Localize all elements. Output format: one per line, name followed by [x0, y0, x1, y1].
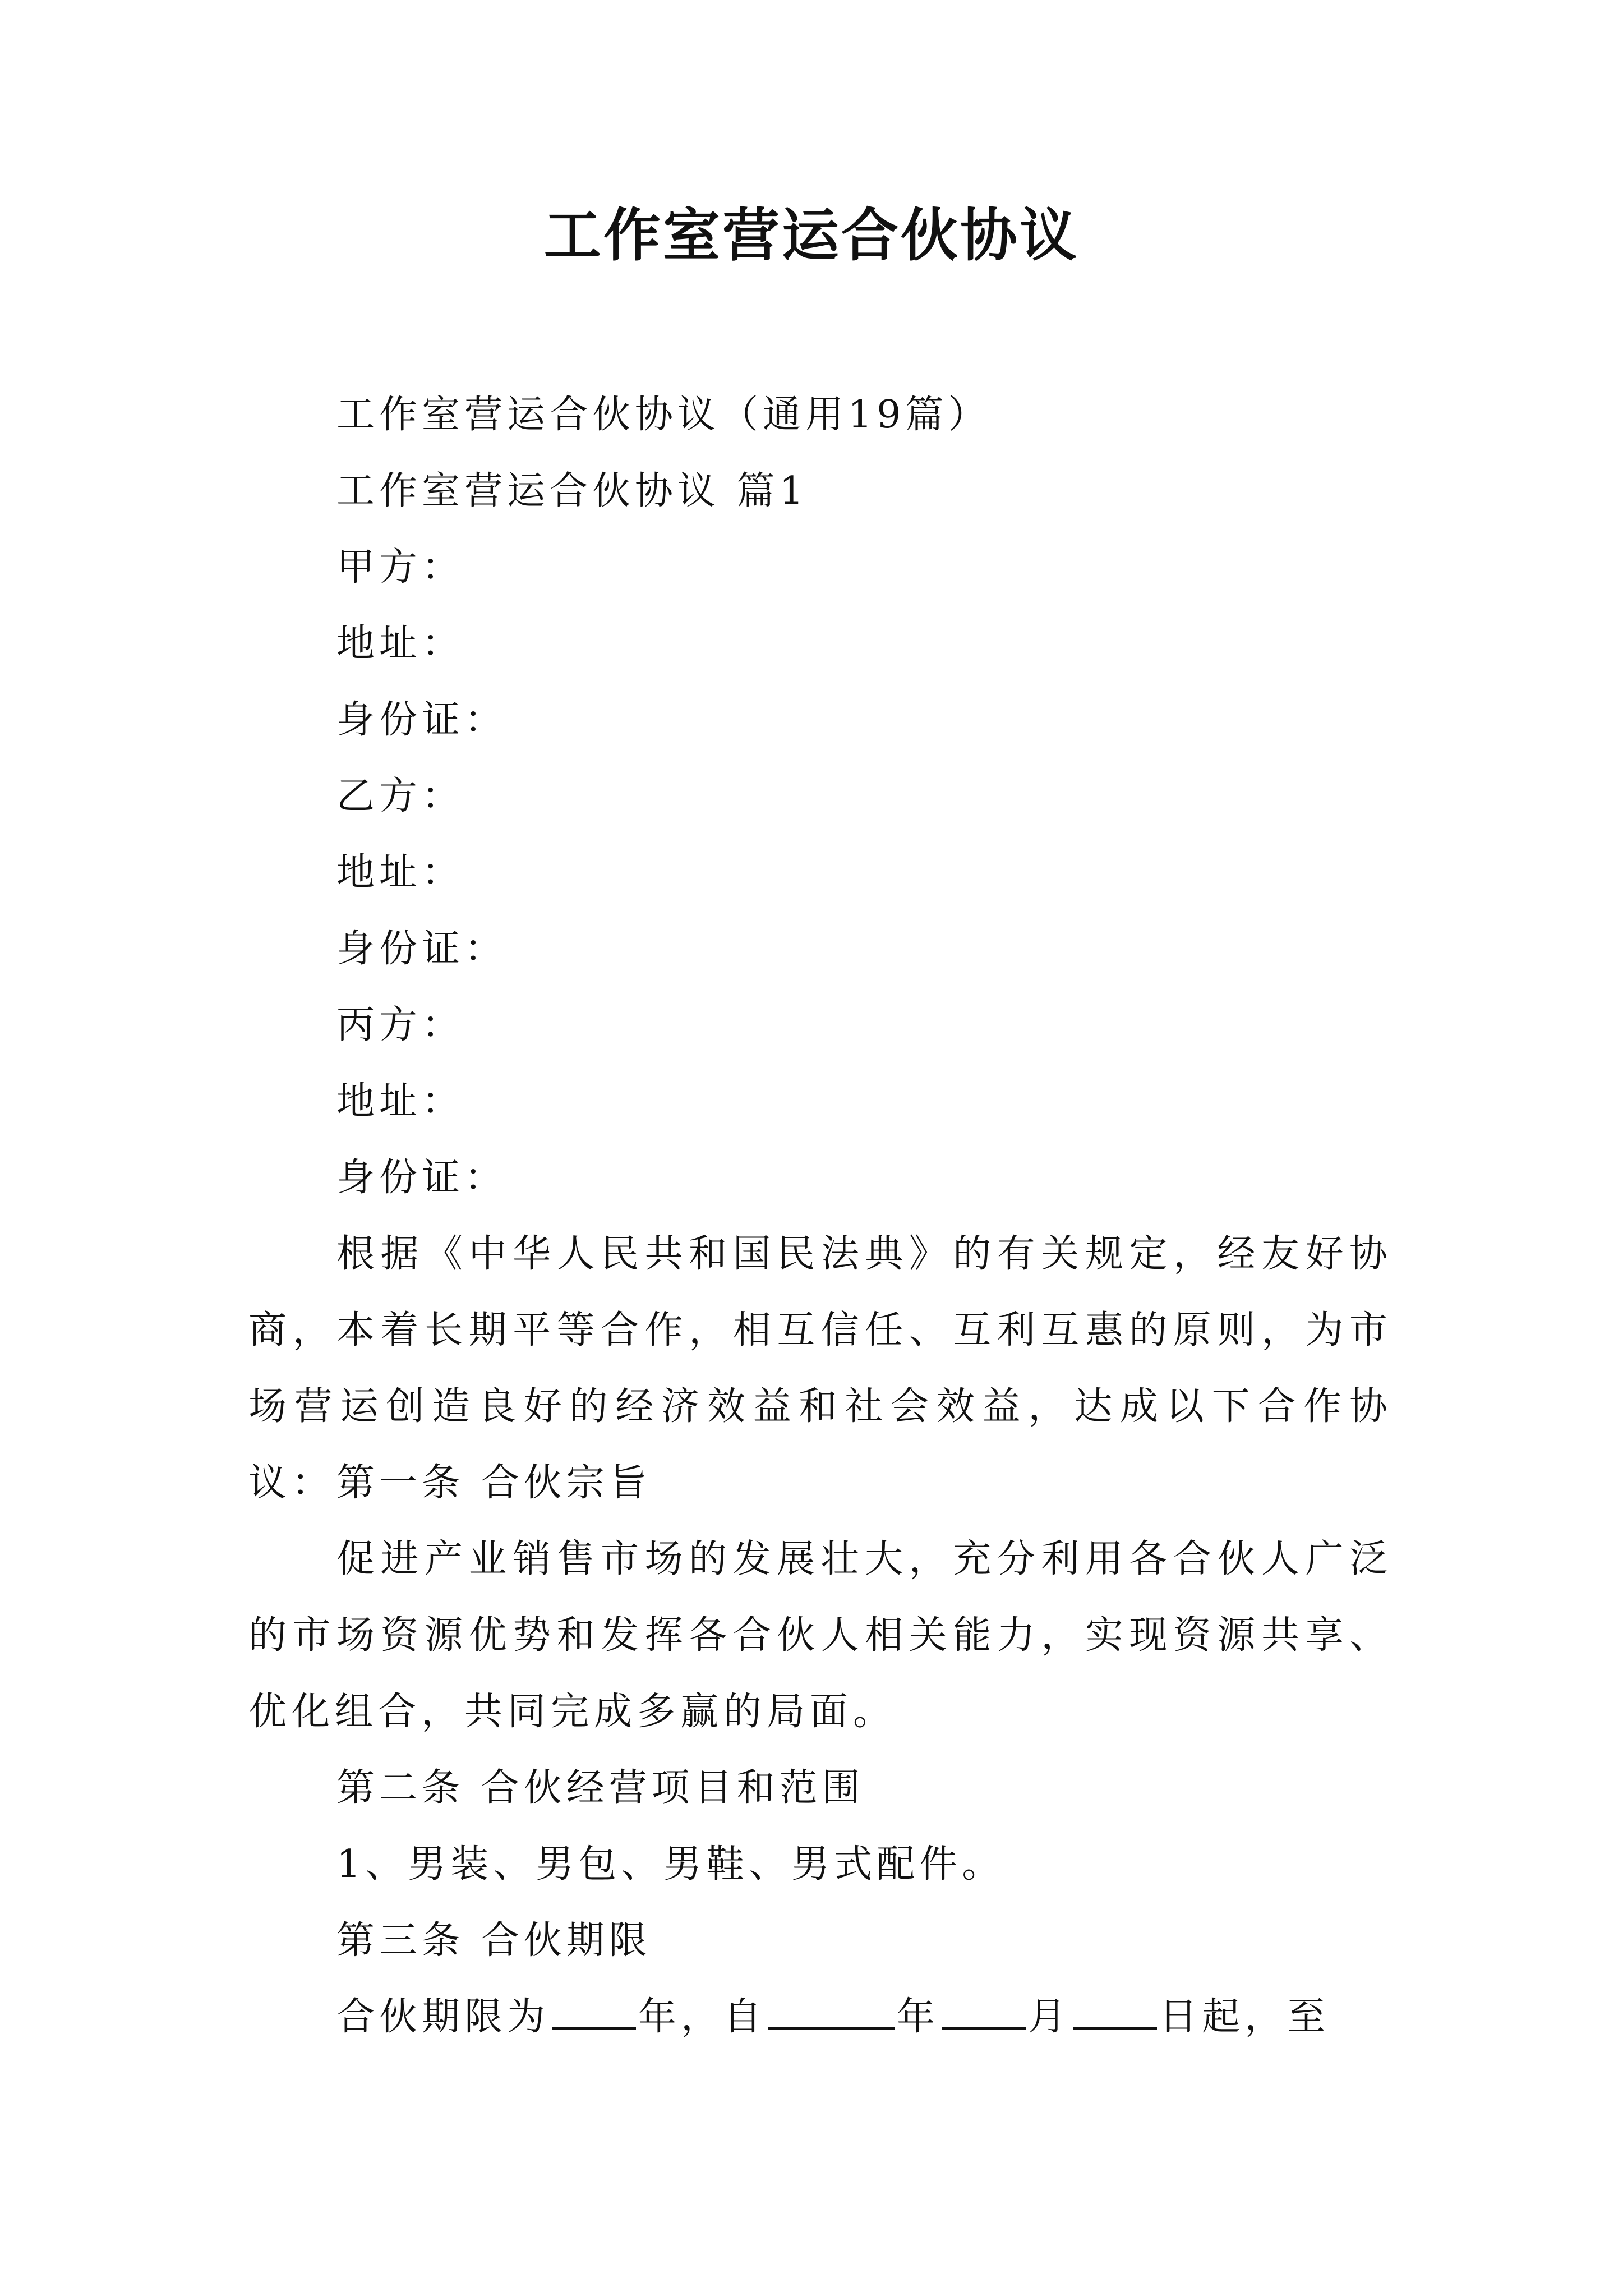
preamble-paragraph: 根据《中华人民共和国民法典》的有关规定，经友好协商，本着长期平等合作，相互信任、互利互惠的原则，为市场营运创造良好的经济效益和社会效益，达成以下合作协议： [248, 1232, 1393, 1505]
article-heading: 工作室营运合伙协议 篇1 [336, 469, 808, 513]
clause-1-title: 第一条 合伙宗旨 [336, 1461, 652, 1505]
start-month-blank [942, 1994, 1026, 2030]
clause-3-text-part5: 日起，至 [1159, 1995, 1330, 2039]
party-a-label: 甲方： [336, 545, 465, 590]
clause-2-item-1: 1、男装、男包、男鞋、男式配件。 [336, 1842, 1005, 1887]
start-day-blank [1073, 1994, 1157, 2030]
party-c-id-label: 身份证： [336, 1156, 508, 1200]
party-c-address-label: 地址： [336, 1079, 465, 1124]
document-title: 工作室营运合伙协议 [544, 202, 1079, 269]
party-b-label: 乙方： [336, 774, 465, 818]
clause-2-title: 第二条 合伙经营项目和范围 [336, 1766, 865, 1810]
party-c-label: 丙方： [336, 1003, 465, 1047]
party-b-id-label: 身份证： [336, 927, 508, 971]
clause-3-text-part1: 合伙期限为 [336, 1995, 550, 2039]
document-subtitle: 工作室营运合伙协议（通用19篇） [336, 393, 991, 437]
clause-3-body [336, 1989, 1330, 2045]
clause-3-text-part4: 月 [1028, 1995, 1071, 2039]
party-b-address-label: 地址： [336, 850, 465, 895]
start-year-blank [768, 1994, 895, 2030]
clause-3-title: 第三条 合伙期限 [336, 1918, 652, 1963]
party-a-id-label: 身份证： [336, 698, 508, 742]
years-blank [552, 1994, 636, 2030]
party-a-address-label: 地址： [336, 622, 465, 666]
clause-3-text-part2: 年，自 [638, 1995, 767, 2039]
clause-1-body: 促进产业销售市场的发展壮大，充分利用各合伙人广泛的市场资源优势和发挥各合伙人相关能力，实现资源共享、优化组合，共同完成多赢的局面。 [248, 1537, 1393, 1734]
clause-3-text-part3: 年 [897, 1995, 940, 2039]
